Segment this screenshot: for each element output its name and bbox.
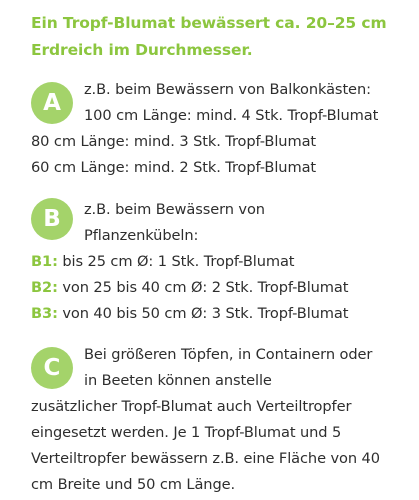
item-text-b1: bis 25 cm Ø: 1 Stk. Tropf-Blumat: [57, 253, 295, 270]
item-tag-b1: B1:: [31, 253, 58, 270]
section-a-line-4: 60 cm Länge: mind. 2 Stk. Tropf-Blumat: [31, 159, 317, 176]
intro-heading-line-2: Erdreich im Durchmesser.: [31, 41, 253, 59]
section-b-line-2: Pflanzenkübeln:: [84, 227, 199, 244]
intro-heading-line-1: Ein Tropf-Blumat bewässert ca. 20–25 cm: [31, 14, 387, 32]
badge-c: C: [31, 347, 73, 389]
item-text-b3: von 40 bis 50 cm Ø: 3 Stk. Tropf-Blumat: [57, 305, 349, 322]
section-c-line-2: in Beeten können anstelle: [84, 372, 272, 389]
item-tag-b3: B3:: [31, 305, 58, 322]
section-c-line-6: cm Breite und 50 cm Länge.: [31, 476, 236, 493]
intro-heading: [31, 10, 411, 64]
item-text-b2: von 25 bis 40 cm Ø: 2 Stk. Tropf-Blumat: [57, 279, 349, 296]
section-c-line-1: Bei größeren Töpfen, in Containern oder: [84, 346, 373, 363]
section-a-line-1: z.B. beim Bewässern von Balkonkästen:: [84, 81, 371, 98]
section-b-item-2: [31, 278, 348, 298]
badge-b: B: [31, 198, 73, 240]
section-b-line-1: z.B. beim Bewässern von: [84, 201, 265, 218]
section-a-line-2: 100 cm Länge: mind. 4 Stk. Tropf-Blumat: [84, 107, 379, 124]
section-b-item-1: [31, 252, 294, 272]
section-a-line-3: 80 cm Länge: mind. 3 Stk. Tropf-Blumat: [31, 133, 317, 150]
item-tag-b2: B2:: [31, 279, 58, 296]
section-c-line-5: Verteiltropfer bewässern z.B. eine Fläche von 40: [31, 450, 380, 467]
section-c-line-4: eingesetzt werden. Je 1 Tropf-Blumat und 5: [31, 424, 342, 441]
badge-a: A: [31, 82, 73, 124]
section-c-line-3: zusätzlicher Tropf-Blumat auch Verteiltropfer: [31, 398, 352, 415]
section-b-item-3: [31, 304, 348, 324]
